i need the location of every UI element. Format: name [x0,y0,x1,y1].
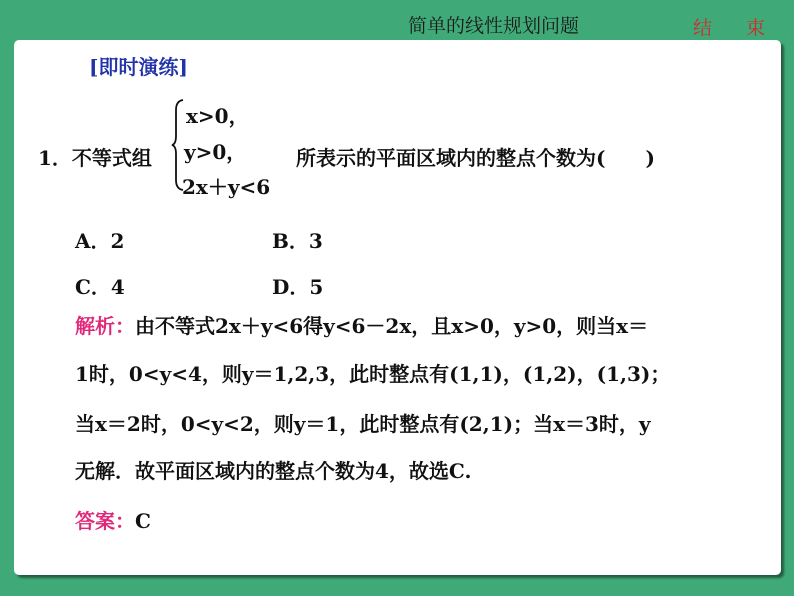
analysis-line-3: 当x＝2时，0<y<2，则y＝1，此时整点有(2,1)；当x＝3时，y [75,412,651,436]
analysis-label: 解析： [75,314,135,338]
option-label: D． [272,275,310,299]
option-value: 4 [110,275,125,299]
analysis-line-1 [75,310,648,339]
answer-value: C [135,509,151,533]
option-label: C． [75,275,111,299]
option-c [75,271,125,300]
slide-title: 简单的线性规划问题 [408,15,580,37]
answer-line [75,505,151,534]
section-label: [即时演练] [89,55,188,79]
option-value: 2 [110,229,125,253]
end-button[interactable]: 结 束 [693,17,780,39]
option-label: A． [75,229,111,253]
system-inequality-3: 2x＋y<6 [182,175,271,199]
option-d [272,271,323,300]
top-bar [0,0,794,40]
option-value: 5 [309,275,324,299]
content-panel [14,40,781,575]
system-inequality-1: x>0， [186,104,249,128]
option-a [75,225,124,254]
system-inequality-2: y>0， [184,140,247,164]
analysis-line-4: 无解．故平面区域内的整点个数为4，故选C. [75,459,472,483]
answer-label: 答案： [75,509,135,533]
option-b [272,225,323,254]
question-intro [38,142,152,171]
question-number: 1． [38,146,72,170]
option-value: 3 [308,229,323,253]
analysis-text: 由不等式2x＋y<6得y<6－2x，且x>0，y>0，则当x＝ [135,314,649,338]
question-prefix: 不等式组 [71,146,152,170]
option-label: B． [272,229,309,253]
question-suffix: 所表示的平面区域内的整点个数为( ) [296,146,655,170]
analysis-line-2: 1时，0<y<4，则y＝1,2,3，此时整点有(1,1)，(1,2)，(1,3)； [75,362,671,386]
